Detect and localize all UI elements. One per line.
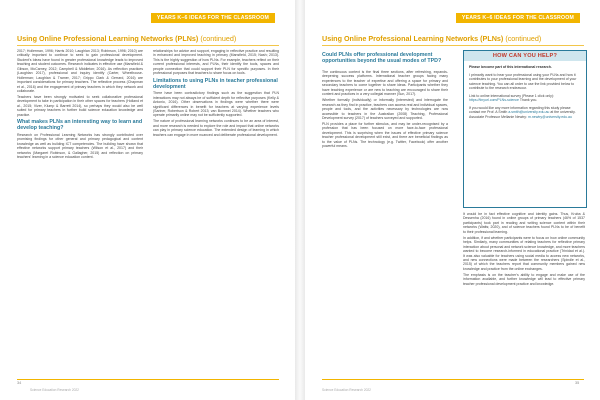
page-title-continued: (continued)	[503, 34, 542, 43]
page-title	[322, 34, 592, 43]
paragraph: It would be in fact effective cognitive and identity gains. Thus, Kruba & Dessenha (2016) found in online groups of primary teachers (46% of 1537 participants) took part in reading and writing science content within their networks (Watts; 2020), and of science teachers found PLNs to be of benefit to their professional learning.	[463, 212, 585, 234]
right-column-2	[463, 212, 585, 288]
contact-email-link-2[interactable]: m.newtry@university.edu.au	[527, 114, 572, 119]
paragraph: The continuous context is the final three sections, after refreshing, expands-deepening success platforms. International teacher groups facing many experiences to the teacher of expertise and offering a space for primary and secondary teachers to come together to share ideas. Participants whether they have teaching experience or are new to teaching are encouraged to share their content and practices in a very collegial manner (Sun, 2017).	[322, 70, 448, 97]
right-column-1	[322, 70, 448, 150]
box-text: Thank you.	[519, 98, 538, 102]
page-number: 34	[17, 381, 22, 385]
title-rule	[322, 45, 584, 46]
paragraph: Research on Professional Learning Networks has strongly contributed over promising findings for other general and primary pedagogical and content knowledge as well as building ICT competencies. The building have shown that effective networks support primary teachers (Wilson et al., 2017) and their networks (Margaret Robinson, & Gallagher, 2015) and reflection on primary teachers' learning in a science education content.	[17, 132, 143, 160]
footer-rule	[322, 379, 584, 380]
section-tab: YEARS K–6 IDEAS FOR THE CLASSROOM	[456, 13, 580, 23]
page-number: 35	[575, 381, 580, 385]
box-paragraph	[469, 106, 581, 120]
paragraph: There have been contradictory findings such as the suggestion that PLN interactions may not always be of sufficient depth for reflective purposes (Kelly & Antonio, 2016). Other observations in findings were whether there were significant differences in benefit for teachers at varying experience levels (Sariner, Robertson & Robert 2013; van Bommel 2014). Whether teachers who operate primarily online may not be sufficiently supported.	[153, 91, 279, 118]
paragraph: relationships for advice and support, engaging in reflective practice and resulting in enhanced and improved teaching in primary (Mansfield, 2015; Nash; 2013). This is the highly suggestion of how PLNs. For example, teachers reflect on their current professional interests, and PLNs, their identify the tools, spaces and people connection that could support their PLN for specific purposes. In their professional purposes that teachers to share focus on tools.	[153, 49, 279, 76]
page-title-main: Using Online Professional Learning Networks (PLNs)	[17, 34, 199, 43]
box-text: Link to online international survey (Please 1 click only):	[469, 93, 555, 98]
paragraph: The emphasis is on the teacher's ability to engage and make use of the information available, and further knowledge will lead to effective primary teacher professional development practice and knowledge.	[463, 272, 585, 286]
footer-text: Science Education Research 2022	[30, 388, 79, 392]
section-heading: What makes PLNs an interesting way to learn and develop teaching?	[17, 119, 143, 132]
left-page	[0, 0, 295, 400]
paragraph: Whether formally (individually) or informally (interested) and interrogate the research as they find in practice, teachers can access real and individual spaces, people and tools, and the activities necessary by technologies are now accessible to teachers in the Australian (2008) Teaching, Professional Development survey (2017) of teachers surveyed and supported.	[322, 98, 448, 121]
survey-link[interactable]: https://tinyurl.com/PLNs-science	[469, 98, 519, 102]
page-title-main: Using Online Professional Learning Networks (PLNs)	[322, 34, 504, 43]
box-paragraph: I primarily want to hear your professional using your PLNs and how it contributes to your professional learning and the development of your science teaching. You can all order to use the link provided below to contribute to the research endeavour.	[469, 72, 577, 90]
right-page	[305, 0, 600, 400]
contact-email-link[interactable]: a.smith@university.edu.au	[508, 110, 550, 114]
footer-rule	[17, 379, 279, 380]
page-title	[17, 34, 287, 43]
box-paragraph	[469, 94, 581, 103]
box-heading: HOW CAN YOU HELP?	[464, 51, 586, 61]
left-column-1	[17, 49, 143, 161]
how-can-you-help-box	[463, 50, 587, 208]
page-title-continued: (continued)	[198, 34, 237, 43]
box-body	[464, 61, 586, 126]
section-heading: Limitations to using PLNs in teacher professional development	[153, 77, 278, 90]
footer-text: Science Education Research 2022	[322, 388, 371, 392]
paragraph: PLN provides a place for further stimulus, and may be under-recognised by a profession that has been focused on more face-to-face professional development. This is surprising when the issues of effective primary science teacher professional development still exist, and there are beneficial findings as to the value of PLNs. The technology (e.g. Twitter, Facebook) offer another powerful means.	[322, 121, 448, 149]
title-rule	[17, 45, 279, 46]
spread-gutter	[295, 0, 305, 400]
section-tab: YEARS K–6 IDEAS FOR THE CLASSROOM	[151, 13, 275, 23]
section-heading: Could PLNs offer professional development opportunities beyond the usual modes of TPD?	[322, 52, 442, 64]
paragraph: The nature of professional learning networks continues to be an area of interest, and more research is needed to explore the role and impact that online networks can play in primary science education. The extended design of learning in which teachers can engage in more nuanced and deliberate professional development.	[153, 119, 279, 137]
box-lead: Please become part of this international research.	[469, 65, 552, 69]
paragraph: Teachers have been strongly motivated to seek collaborative professional development to take in participation in their other spaces for teachers (Holland et al., 2015; Vizer, Klump & Barrett 2014), so perhaps they would also be well suited for primary teachers in further build science education knowledge and practice.	[17, 95, 143, 117]
left-column-2	[153, 49, 279, 139]
paragraph: 2017; Hollerman, 1996; Harris 2010; Laughlan 2013; Robinson, 1996; 2010) are critically important to continue to seek to gain professional development. Student's Ideas have found in greater professional knowledge leads to improved teaching and student outcomes. Research indicates in effective use (Mansfield & Gibson, McCarney, 2012; Campbell & Middleton; 2016). As reflection practices (Laughlan 2017), professional and inquiry identify (Carter, Wheelhouse-Hollerman; Laughlan & Tramer, 2017; Grippo Clark & Gerrard, 2016) are important considerations for primary teachers. The reflective process (Chapman et al., 2016) and the engagement of primary teachers in which they network and collaborate.	[17, 49, 143, 94]
box-text: If you would like any more information regarding this study please contact me Prof. A Smith	[469, 105, 571, 114]
box-text: at the university. Associate Professor Mellanie Newtry:	[469, 110, 576, 119]
paragraph: In addition, if and whether participants were to focus on how online community helps. Similarly, many communities of relating teachers for reflective primary interaction about personal and network science knowledge, and more teachers wanted to become research-informed in educational practice (Trinidad et al.). It was also valuable for teachers using social media to access new networks, and new connections were made between the researchers (Spindle et al., 2015) of which the teachers report that community members gained new knowledge and practice from the online exchanges.	[463, 235, 585, 271]
